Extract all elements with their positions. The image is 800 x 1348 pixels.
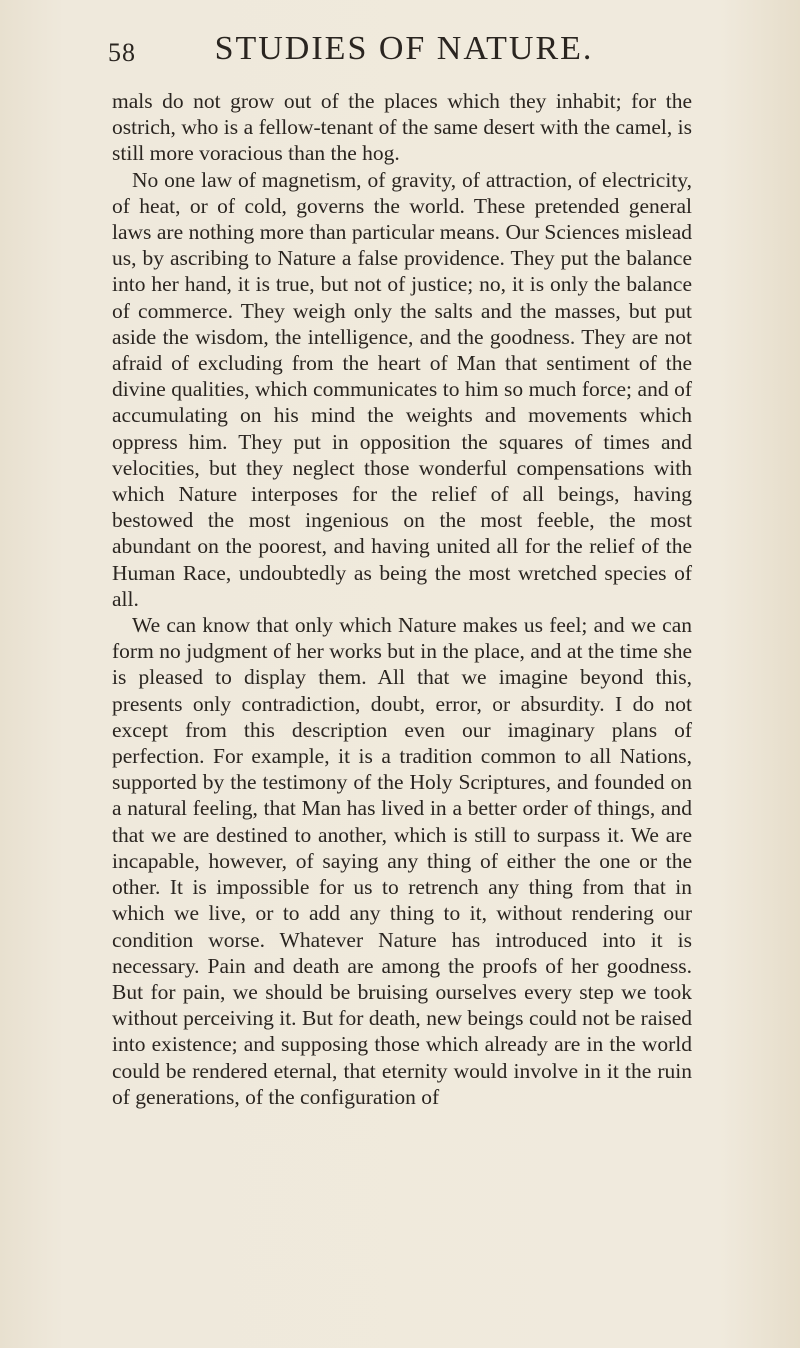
paragraph-laws: No one law of magnetism, of gravity, of attraction, of electricity, of heat, or of cold, governs the world. These pretended general laws are nothing more than particular means. Our Sciences mislead us, by ascribing to Nature a false providence. They put the balance into her hand, it is true, but not of justice; no, it is only the balance of commerce. They weigh only the salts and the masses, but put aside the wisdom, the intelligence, and the goodness. They are not afraid of excluding from the heart of Man that sentiment of the divine qualities, which communicates to him so much force; and of accumulating on his mind the weights and movements which oppress him. They put in opposition the squares of times and velocities, but they neglect those wonderful compensations with which Nature interposes for the relief of all beings, having bestowed the most ingenious on the most feeble, the most abundant on the poorest, and having united all for the relief of the Human Race, undoubtedly as being the most wretched species of all.: [112, 167, 692, 611]
paragraph-nature: We can know that only which Nature makes us feel; and we can form no judgment of her works but in the place, and at the time she is pleased to display them. All that we imagine beyond this, presents only contradiction, doubt, error, or absurdity. I do not except from this description even our imaginary plans of perfection. For example, it is a tradition common to all Nations, supported by the testimony of the Holy Scriptures, and founded on a natural feeling, that Man has lived in a better order of things, and that we are destined to another, which is still to surpass it. We are incapable, however, of saying any thing of either the one or the other. It is impossible for us to retrench any thing from that in which we live, or to add any thing to it, without rendering our condition worse. Whatever Nature has introduced into it is necessary. Pain and death are among the proofs of her goodness. But for pain, we should be bruising ourselves every step we took without perceiving it. But for death, new beings could not be raised into existence; and supposing those which already are in the world could be rendered eternal, that eternity would involve in it the ruin of generations, of the configuration of: [112, 613, 692, 1109]
page-number: 58: [108, 38, 136, 67]
paragraph-continuation: mals do not grow out of the places which they inhabit; for the ostrich, who is a fellow-tenant of the same desert with the camel, is still more voracious than the hog.: [112, 89, 692, 166]
body-text: [112, 88, 692, 1110]
running-head: [108, 30, 700, 78]
running-title: STUDIES OF NATURE.: [214, 30, 594, 67]
